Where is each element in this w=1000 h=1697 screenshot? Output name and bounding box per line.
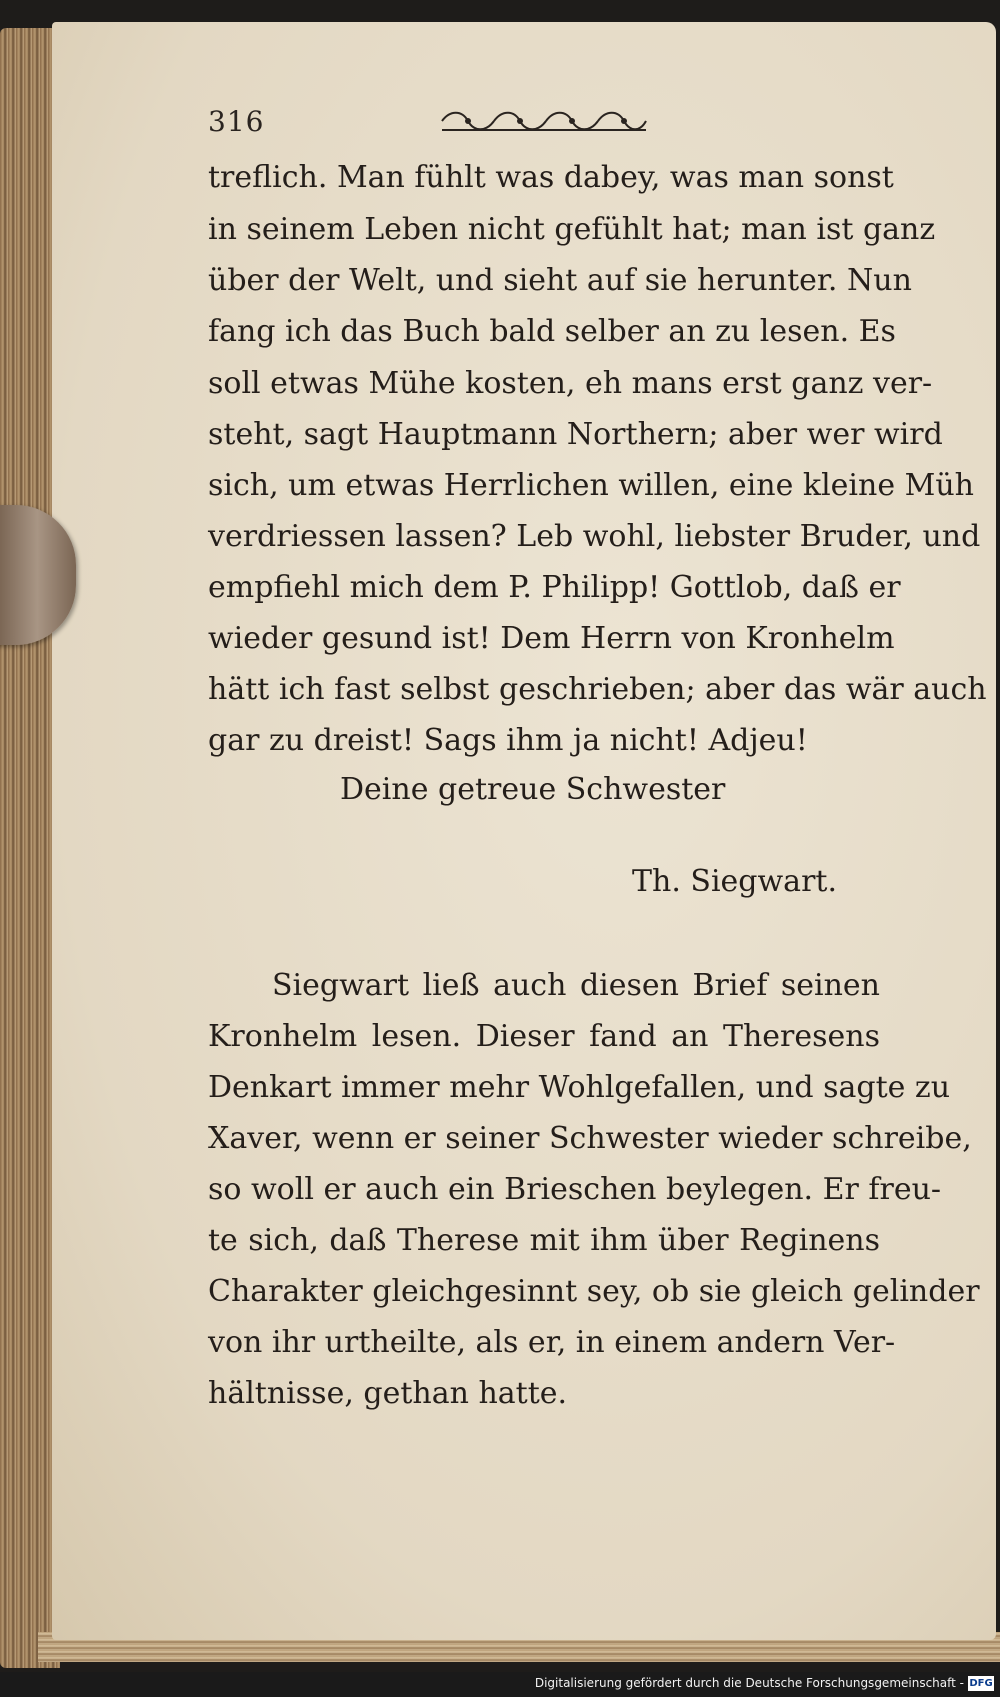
text-line: sich, um etwas Herrlichen willen, eine kleine Müh bbox=[208, 468, 974, 503]
text-line: wieder gesund ist! Dem Herrn von Kronhelm bbox=[208, 621, 895, 656]
footer-bar bbox=[0, 1672, 1000, 1697]
text-line: soll etwas Mühe kosten, eh mans erst ganz ver- bbox=[208, 366, 933, 401]
text-line: hältnisse, gethan hatte. bbox=[208, 1376, 568, 1411]
book-page-edges bbox=[0, 28, 60, 1668]
text-line: treflich. Man fühlt was dabey, was man sonst bbox=[208, 160, 894, 195]
letter-signature: Th. Siegwart. bbox=[632, 864, 838, 899]
text-line: hätt ich fast selbst geschrieben; aber das wär auch bbox=[208, 672, 987, 707]
page-number: 316 bbox=[208, 105, 265, 138]
letter-closing: Deine getreue Schwester bbox=[340, 772, 726, 807]
text-line: verdriessen lassen? Leb wohl, liebster Bruder, und bbox=[208, 519, 981, 554]
text-line: so woll er auch ein Brieschen beylegen. Er freu- bbox=[208, 1172, 942, 1207]
text-line: in seinem Leben nicht gefühlt hat; man ist ganz bbox=[208, 212, 936, 247]
text-line: Denkart immer mehr Wohlgefallen, und sagte zu bbox=[208, 1070, 951, 1105]
header-ornament-icon bbox=[440, 108, 648, 134]
text-line: steht, sagt Hauptmann Northern; aber wer wird bbox=[208, 417, 943, 452]
text-line: von ihr urtheilte, als er, in einem andern Ver- bbox=[208, 1325, 896, 1360]
text-line: te sich, daß Therese mit ihm über Reginens bbox=[208, 1223, 880, 1258]
text-line: über der Welt, und sieht auf sie herunter. Nun bbox=[208, 263, 912, 298]
text-line: Siegwart ließ auch diesen Brief seinen bbox=[272, 968, 880, 1003]
funding-credit: Digitalisierung gefördert durch die Deutsche Forschungsgemeinschaft - bbox=[534, 1676, 964, 1690]
text-line: Xaver, wenn er seiner Schwester wieder schreibe, bbox=[208, 1121, 972, 1156]
text-line: Charakter gleichgesinnt sey, ob sie gleich gelinder bbox=[208, 1274, 980, 1309]
dfg-logo-icon: DFG bbox=[969, 1678, 993, 1689]
text-line: Kronhelm lesen. Dieser fand an Theresens bbox=[208, 1019, 880, 1054]
text-line: empfiehl mich dem P. Philipp! Gottlob, daß er bbox=[208, 570, 901, 605]
text-line: gar zu dreist! Sags ihm ja nicht! Adjeu! bbox=[208, 723, 808, 758]
text-line: fang ich das Buch bald selber an zu lesen. Es bbox=[208, 314, 896, 349]
